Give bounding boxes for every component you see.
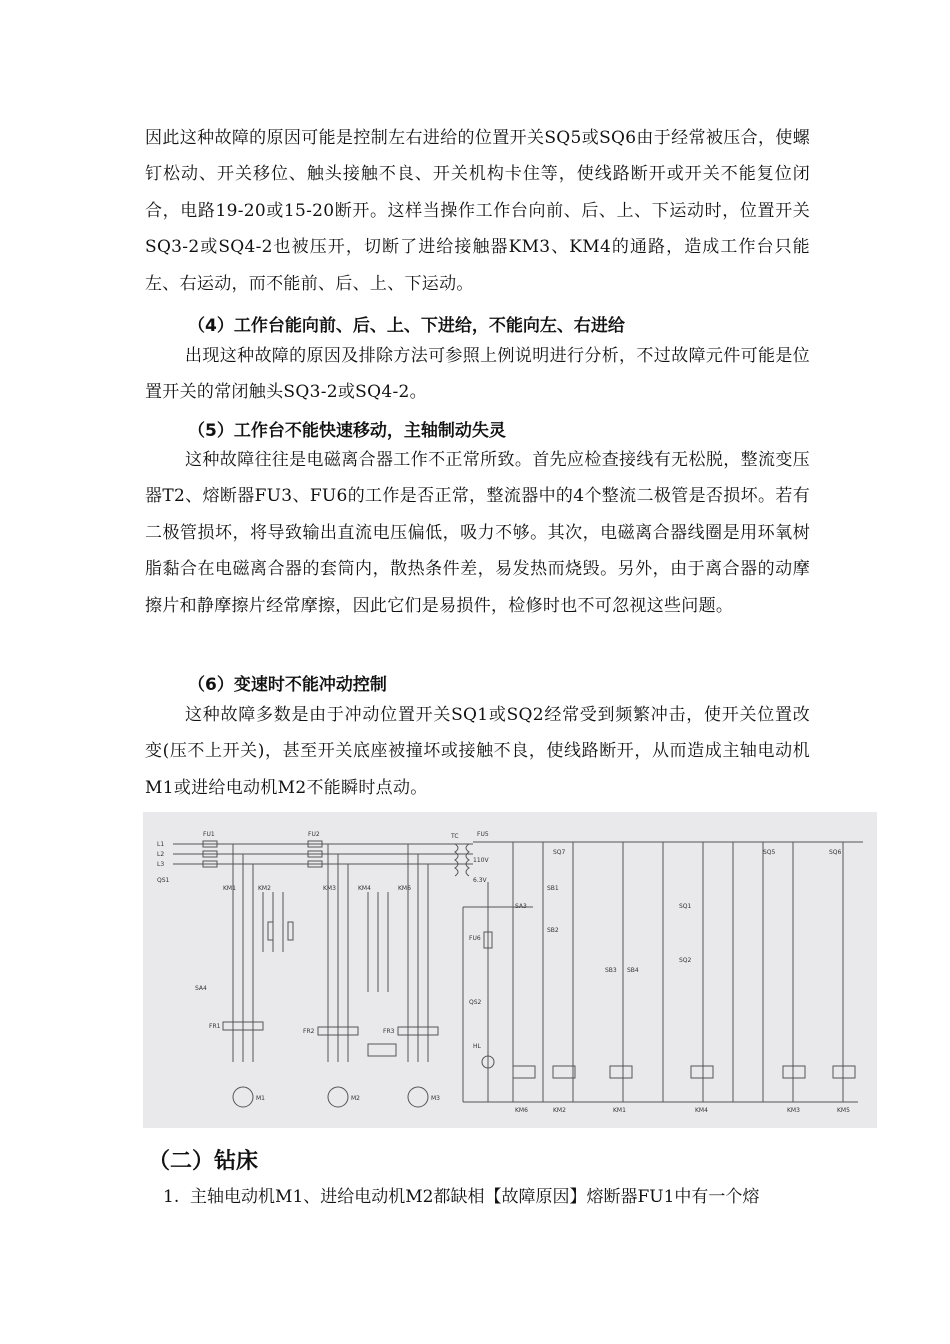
- label-sq5: SQ5: [763, 849, 776, 856]
- label-km3: KM3: [323, 885, 336, 892]
- label-fr1: FR1: [209, 1023, 221, 1030]
- label-sa3: SA3: [515, 903, 527, 910]
- label-km6: KM6: [398, 885, 411, 892]
- paragraph-fault-6: 这种故障多数是由于冲动位置开关SQ1或SQ2经常受到频繁冲击，使开关位置改变(压不上开关)，甚至开关底座被撞坏或接触不良，使线路断开，从而造成主轴电动机M1或进给电动机M2不能瞬时点动。: [145, 705, 810, 798]
- heading-fault-6: （6）变速时不能冲动控制: [188, 675, 387, 695]
- label-l2: L2: [157, 851, 165, 858]
- label-sb1: SB1: [547, 885, 559, 892]
- label-hl: HL: [473, 1043, 481, 1050]
- label-6-3v: 6.3V: [473, 877, 487, 884]
- label-km2: KM2: [258, 885, 271, 892]
- paragraph-fault-5: 这种故障往往是电磁离合器工作不正常所致。首先应检查接线有无松脱，整流变压器T2、熔断器FU3、FU6的工作是否正常，整流器中的4个整流二极管是否损坏。若有二极管损坏，将导致输出直流电压偏低，吸力不够。其次，电磁离合器线圈是用环氧树脂黏合在电磁离合器的套筒内，散热条件差，易发热而烧毁。另外，由于离合器的动摩擦片和静摩擦片经常摩擦，因此它们是易损件，检修时也不可忽视这些问题。: [145, 450, 810, 616]
- label-tc: TC: [451, 833, 459, 840]
- label-sq1: SQ1: [679, 903, 692, 910]
- label-fu2: FU2: [308, 831, 320, 838]
- label-sb2: SB2: [547, 927, 559, 934]
- paragraph-fault-4: 出现这种故障的原因及排除方法可参照上例说明进行分析，不过故障元件可能是位置开关的常闭触头SQ3-2或SQ4-2。: [145, 346, 810, 403]
- label-km6-coil: KM6: [515, 1107, 528, 1114]
- label-sa4: SA4: [195, 985, 207, 992]
- label-sq6: SQ6: [829, 849, 842, 856]
- label-sq2: SQ2: [679, 957, 692, 964]
- label-km1: KM1: [223, 885, 236, 892]
- label-l3: L3: [157, 861, 165, 868]
- label-m3: M3: [431, 1095, 440, 1102]
- label-km5-coil: KM5: [837, 1107, 850, 1114]
- paragraph-fault-left-right: 因此这种故障的原因可能是控制左右进给的位置开关SQ5或SQ6由于经常被压合，使螺钉松动、开关移位、触头接触不良、开关机构卡住等，使线路断开或开关不能复位闭合，电路19-20或15-20断开。这样当操作工作台向前、后、上、下运动时，位置开关SQ3-2或SQ4-2也被压开，切断了进给接触器KM3、KM4的通路，造成工作台只能左、右运动，而不能前、后、上、下运动。: [145, 128, 810, 294]
- label-fu5: FU5: [477, 831, 489, 838]
- list-item-text: 主轴电动机M1、进给电动机M2都缺相【故障原因】熔断器FU1中有一个熔: [190, 1187, 760, 1207]
- label-fr2: FR2: [303, 1028, 315, 1035]
- label-l1: L1: [157, 841, 165, 848]
- label-m2: M2: [351, 1095, 360, 1102]
- list-item-number: 1.: [163, 1187, 180, 1207]
- label-110v: 110V: [473, 857, 489, 864]
- label-km2-coil: KM2: [553, 1107, 566, 1114]
- section-title-drilling-machine: （二）钻床: [148, 1149, 259, 1174]
- label-fr3: FR3: [383, 1028, 395, 1035]
- list-item-1: [163, 1182, 813, 1212]
- label-qs1: QS1: [157, 877, 170, 884]
- heading-fault-4: （4）工作台能向前、后、上、下进给，不能向左、右进给: [188, 316, 625, 336]
- label-fu1: FU1: [203, 831, 215, 838]
- heading-fault-5: （5）工作台不能快速移动，主轴制动失灵: [188, 421, 506, 441]
- label-sb3: SB3: [605, 967, 617, 974]
- label-km4: KM4: [358, 885, 371, 892]
- circuit-schematic: [143, 812, 877, 1128]
- label-m1: M1: [256, 1095, 265, 1102]
- label-km1-coil: KM1: [613, 1107, 626, 1114]
- label-fu6: FU6: [469, 935, 481, 942]
- label-km3-coil: KM3: [787, 1107, 800, 1114]
- milling-machine-circuit-diagram: [143, 812, 877, 1128]
- label-sq7: SQ7: [553, 849, 566, 856]
- label-sb4: SB4: [627, 967, 639, 974]
- label-qs2: QS2: [469, 999, 482, 1006]
- label-km4-coil: KM4: [695, 1107, 708, 1114]
